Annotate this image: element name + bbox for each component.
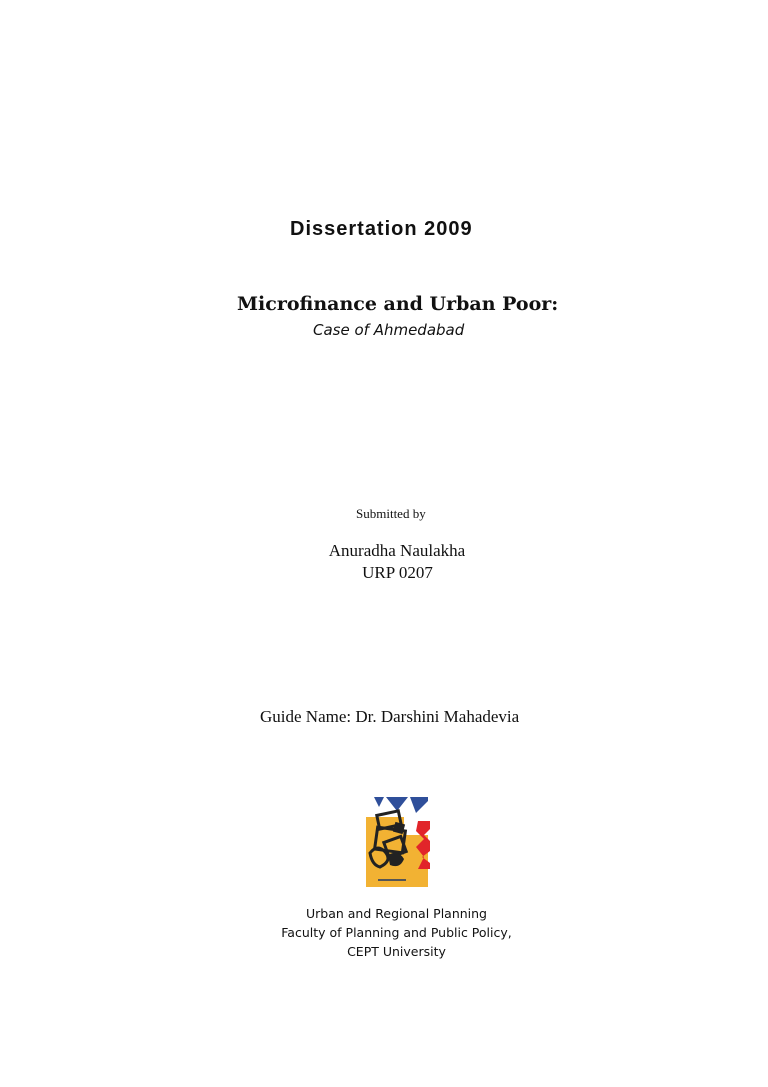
- footer-program: Urban and Regional Planning: [305, 906, 487, 921]
- roll-number: URP 0207: [362, 563, 433, 582]
- submitted-by-label: Submitted by: [356, 506, 426, 521]
- guide-name: Guide Name: Dr. Darshini Mahadevia: [260, 707, 520, 726]
- document-subtitle: Case of Ahmedabad: [313, 321, 465, 339]
- footer-university: CEPT University: [347, 944, 446, 959]
- dissertation-heading: Dissertation 2009: [290, 218, 473, 240]
- footer-faculty: Faculty of Planning and Public Policy,: [281, 925, 512, 940]
- document-title: Microfinance and Urban Poor:: [237, 293, 559, 315]
- author-name: Anuradha Naulakha: [328, 541, 466, 560]
- cept-university-logo-icon: [364, 795, 432, 889]
